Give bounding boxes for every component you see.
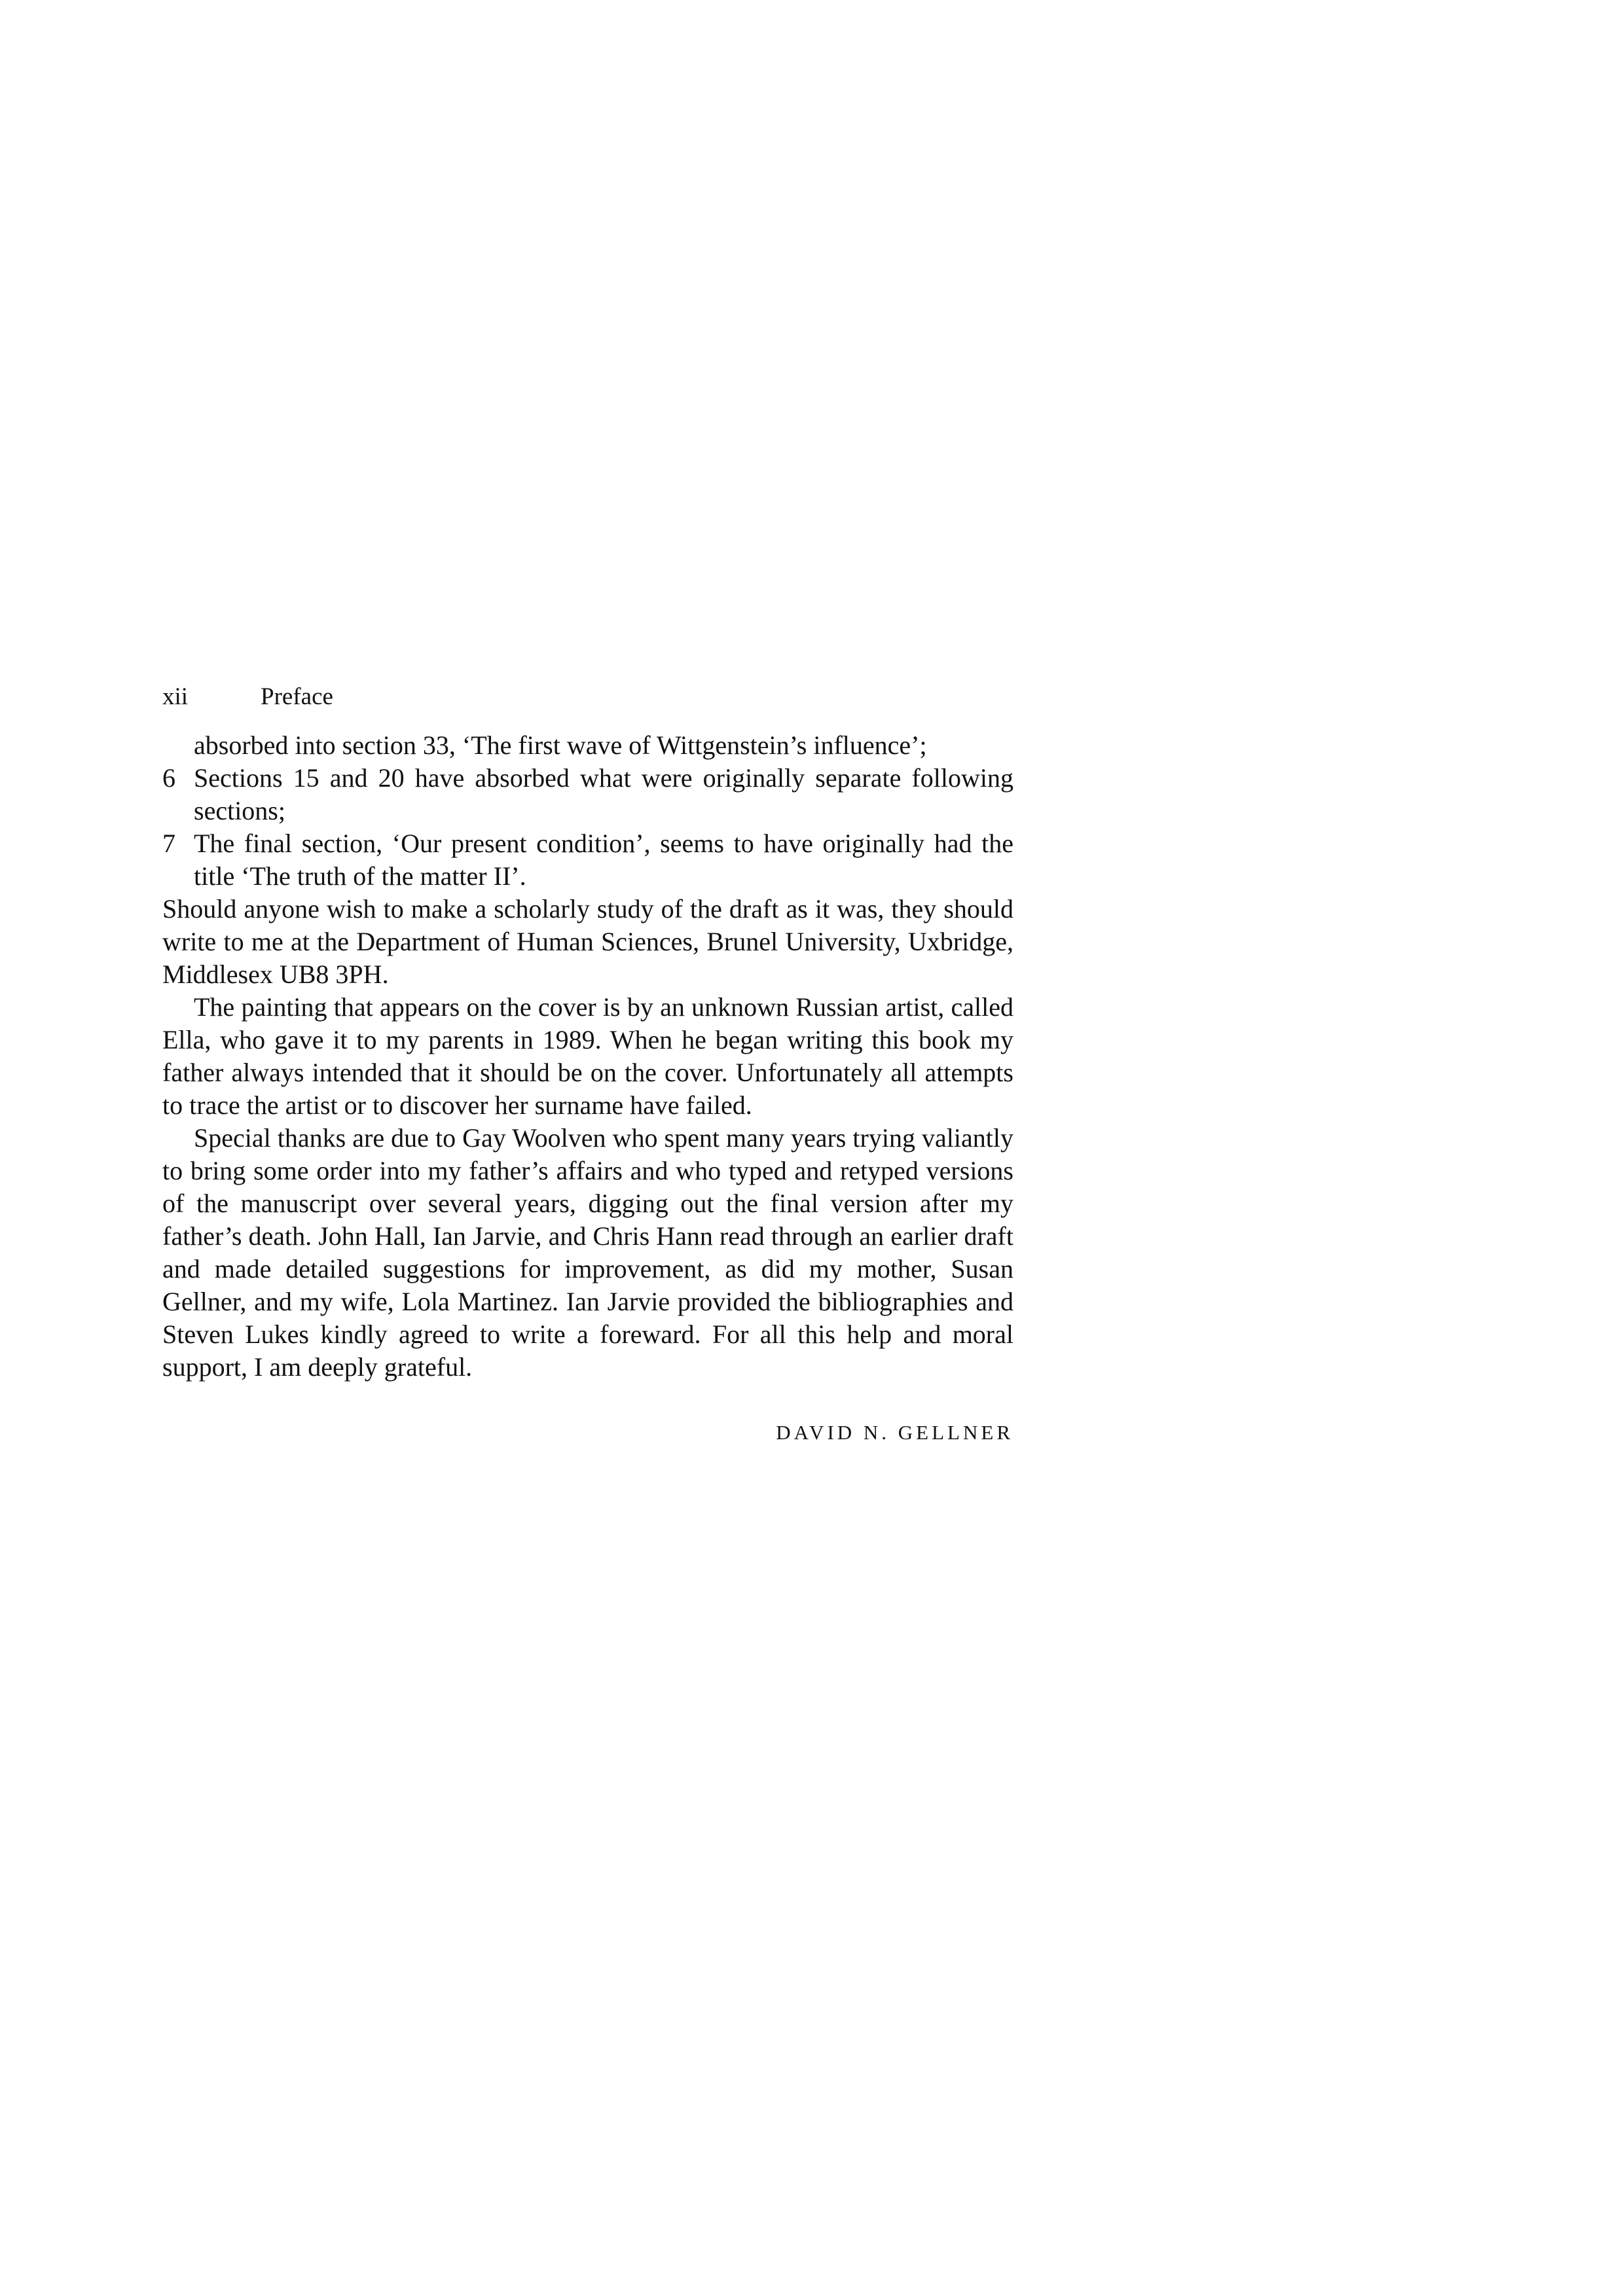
list-item xyxy=(162,827,1013,893)
list-continuation: absorbed into section 33, ‘The first wave of Wittgenstein’s influence’; xyxy=(194,730,927,760)
running-title: Preface xyxy=(261,683,333,710)
paragraph-acknowledgements: Special thanks are due to Gay Woolven who spent many years trying valiantly to bring some order into my father’s affairs and who typed and retyped versions of the manuscript over several years, digging out the final version after my father’s death. John Hall, Ian Jarvie, and Chris Hann read through an earlier draft and made detailed suggestions for improvement, as did my mother, Susan Gellner, and my wife, Lola Martinez. Ian Jarvie provided the bibliographies and Steven Lukes kindly agreed to write a foreward. For all this help and moral support, I am deeply grateful. xyxy=(162,1123,1013,1382)
list-item-number: 7 xyxy=(162,829,175,858)
page-text-block xyxy=(162,681,1013,1449)
list-item-text: The final section, ‘Our present condition’, seems to have originally had the title ‘The truth of the matter II’. xyxy=(194,829,1013,891)
list-item-text: Sections 15 and 20 have absorbed what were originally separate following sections; xyxy=(194,763,1013,825)
list-item-number: 6 xyxy=(162,763,175,793)
running-head xyxy=(162,681,1013,723)
page-number: xii xyxy=(162,683,189,710)
list-item xyxy=(162,762,1013,827)
paragraph-cover-painting: The painting that appears on the cover is by an unknown Russian artist, called Ella, who gave it to my parents in 1989. When he began writing this book my father always intended that it should be on the cover. Unfortunately all attempts to trace the artist or to discover her surname have failed. xyxy=(162,992,1013,1120)
author-signature: DAVID N. GELLNER xyxy=(776,1421,1013,1444)
paragraph-scholarly-study: Should anyone wish to make a scholarly study of the draft as it was, they should write to me at the Department of Human Sciences, Brunel University, Uxbridge, Middlesex UB8 3PH. xyxy=(162,894,1013,989)
